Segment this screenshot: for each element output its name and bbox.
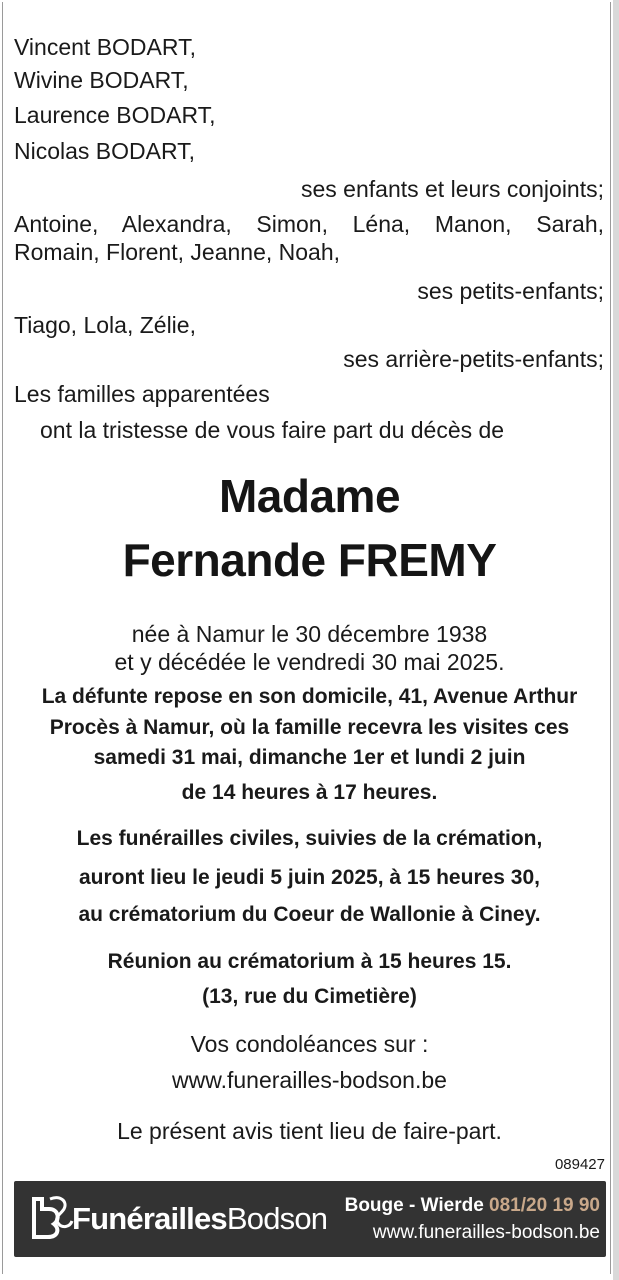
funeral-home-name (72, 1201, 327, 1237)
grandchildren-line-1: Antoine, Alexandra, Simon, Léna, Manon, Sarah, (14, 211, 604, 237)
funeral-home-banner (14, 1181, 606, 1257)
deceased-name: Fernande FREMY (122, 534, 497, 586)
grandchildren-line-2: Romain, Florent, Jeanne, Noah, (14, 239, 341, 265)
children-role: ses enfants et leurs conjoints; (301, 176, 604, 202)
deceased-title: Madame (218, 470, 401, 522)
family-child-4: Nicolas BODART, (14, 138, 196, 164)
family-child-2: Wivine BODART, (14, 67, 189, 93)
condolences-url[interactable]: www.funerailles-bodson.be (172, 1067, 447, 1093)
visitation-line-1: La défunte repose en son domicile, 41, Avenue Arthur (41, 685, 578, 708)
funeral-line-2: auront lieu le jeudi 5 juin 2025, à 15 heures 30, (78, 866, 540, 889)
announcement: ont la tristesse de vous faire part du décès de (40, 417, 505, 443)
phone-number[interactable]: 081/20 19 90 (489, 1195, 600, 1216)
bodson-logo-icon (28, 1191, 78, 1245)
family-child-3: Laurence BODART, (14, 102, 216, 128)
meeting-line-2: (13, rue du Cimetière) (202, 985, 417, 1008)
reference-code: 089427 (554, 1156, 605, 1173)
great-grandchildren: Tiago, Lola, Zélie, (14, 312, 196, 338)
condolences-label: Vos condoléances sur : (190, 1031, 429, 1057)
grandchildren-role: ses petits-enfants; (417, 278, 604, 304)
birth-info: née à Namur le 30 décembre 1938 (131, 621, 488, 647)
location-phone (345, 1195, 600, 1217)
family-child-1: Vincent BODART, (14, 34, 196, 60)
brand-bold: Funérailles (72, 1201, 227, 1236)
death-info: et y décédée le vendredi 30 mai 2025. (114, 649, 505, 675)
funeral-line-1: Les funérailles civiles, suivies de la crémation, (76, 827, 543, 850)
visitation-line-4: de 14 heures à 17 heures. (181, 781, 438, 804)
location-label: Bouge - Wierde (344, 1195, 490, 1216)
great-grandchildren-role: ses arrière-petits-enfants; (343, 346, 604, 372)
funeral-line-3: au crématorium du Coeur de Wallonie à Ciney. (78, 903, 541, 926)
related-families: Les familles apparentées (14, 381, 270, 407)
notice-statement: Le présent avis tient lieu de faire-part. (117, 1118, 502, 1144)
visitation-line-2: Procès à Namur, où la famille recevra les visites ces (49, 716, 570, 739)
brand-light: Bodson (226, 1201, 328, 1236)
meeting-line-1: Réunion au crématorium à 15 heures 15. (107, 950, 512, 973)
footer-website[interactable]: www.funerailles-bodson.be (372, 1222, 600, 1243)
visitation-line-3: samedi 31 mai, dimanche 1er et lundi 2 juin (93, 746, 526, 769)
